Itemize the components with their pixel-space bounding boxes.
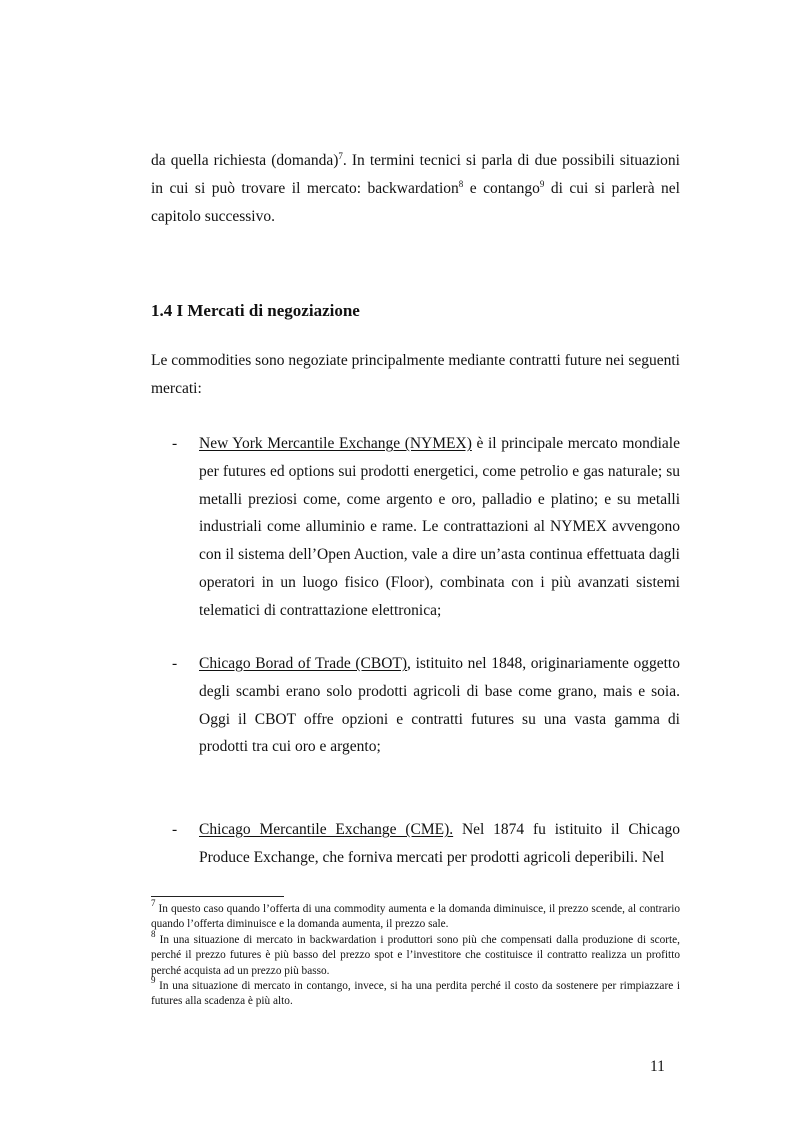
intro-text-a: da quella richiesta (domanda) — [151, 152, 339, 169]
list-bullet: - — [172, 821, 178, 838]
footnote-number: 8 — [151, 929, 156, 939]
footnote-separator — [151, 896, 284, 897]
footnote-number: 7 — [151, 898, 156, 908]
list-item-text — [199, 650, 680, 761]
footnote-text: In una situazione di mercato in contango, invece, si ha una perdita perché il costo da sostenere per rimpiazzare i futures alla scadenza è più alto. — [151, 980, 680, 1008]
intro-text-d: di cui si parlerà nel capitolo successivo. — [151, 179, 680, 225]
market-name-nymex: New York Mercantile Exchange (NYMEX) — [199, 435, 472, 452]
footnote-text: In questo caso quando l’offerta di una commodity aumenta e la domanda diminuisce, il prezzo scende, al contrario quando l’offerta diminuisce e la domanda aumenta, il prezzo sale. — [151, 903, 680, 931]
intro-text-b: . In termini tecnici si parla di due possibili situazioni in cui si può trovare il mercato: backwardation — [151, 152, 680, 197]
market-name-cbot: Chicago Borad of Trade (CBOT) — [199, 655, 408, 672]
market-description: è il principale mercato mondiale per futures ed options sui prodotti energetici, come petrolio e gas naturale; su metalli preziosi come, come argento e oro, palladio e platino; e su metalli industriali come alluminio e rame. Le contrattazioni al NYMEX avvengono con il sistema dell’Open Auction, vale a dire un’asta continua effettuata dagli operatori in un luogo fisico (Floor), combinata con i più avanzati sistemi telematici di contrattazione elettronica; — [199, 435, 680, 619]
section-intro: Le commodities sono negoziate principalmente mediante contratti future nei seguenti mercati: — [151, 352, 680, 397]
footnote-8 — [151, 929, 680, 979]
footnote-9 — [151, 975, 680, 1010]
market-description: Nel 1874 fu istituito il Chicago Produce Exchange, che forniva mercati per prodotti agricoli deperibili. Nel — [199, 821, 680, 866]
footnote-ref-7[interactable]: 7 — [338, 151, 343, 161]
list-bullet: - — [172, 435, 178, 452]
footnote-ref-9[interactable]: 9 — [539, 178, 545, 189]
intro-paragraph — [151, 147, 680, 230]
intro-text-c: e contango — [463, 179, 540, 197]
section-heading: 1.4 I Mercati di negoziazione — [151, 301, 360, 320]
page-number: 11 — [650, 1058, 665, 1075]
footnote-ref-8[interactable]: 8 — [458, 178, 464, 189]
footnote-7 — [151, 898, 680, 933]
list-item-text — [199, 430, 680, 625]
list-item-text — [199, 816, 680, 872]
footnote-number: 9 — [151, 975, 156, 985]
footnote-text: In una situazione di mercato in backwardation i produttori sono più che compensati dalla produzione di scorte, perché il prezzo futures è più basso del prezzo spot e l’investitore che costituisce il contratto realizza un profitto perché acquista ad un prezzo più basso. — [151, 934, 680, 977]
list-bullet: - — [172, 655, 178, 672]
market-name-cme: Chicago Mercantile Exchange (CME). — [199, 821, 454, 838]
market-description: , istituito nel 1848, originariamente oggetto degli scambi erano solo prodotti agricoli di base come grano, mais e soia. Oggi il CBOT offre opzioni e contratti futures su una vasta gamma di prodotti tra cui oro e argento; — [199, 655, 680, 756]
